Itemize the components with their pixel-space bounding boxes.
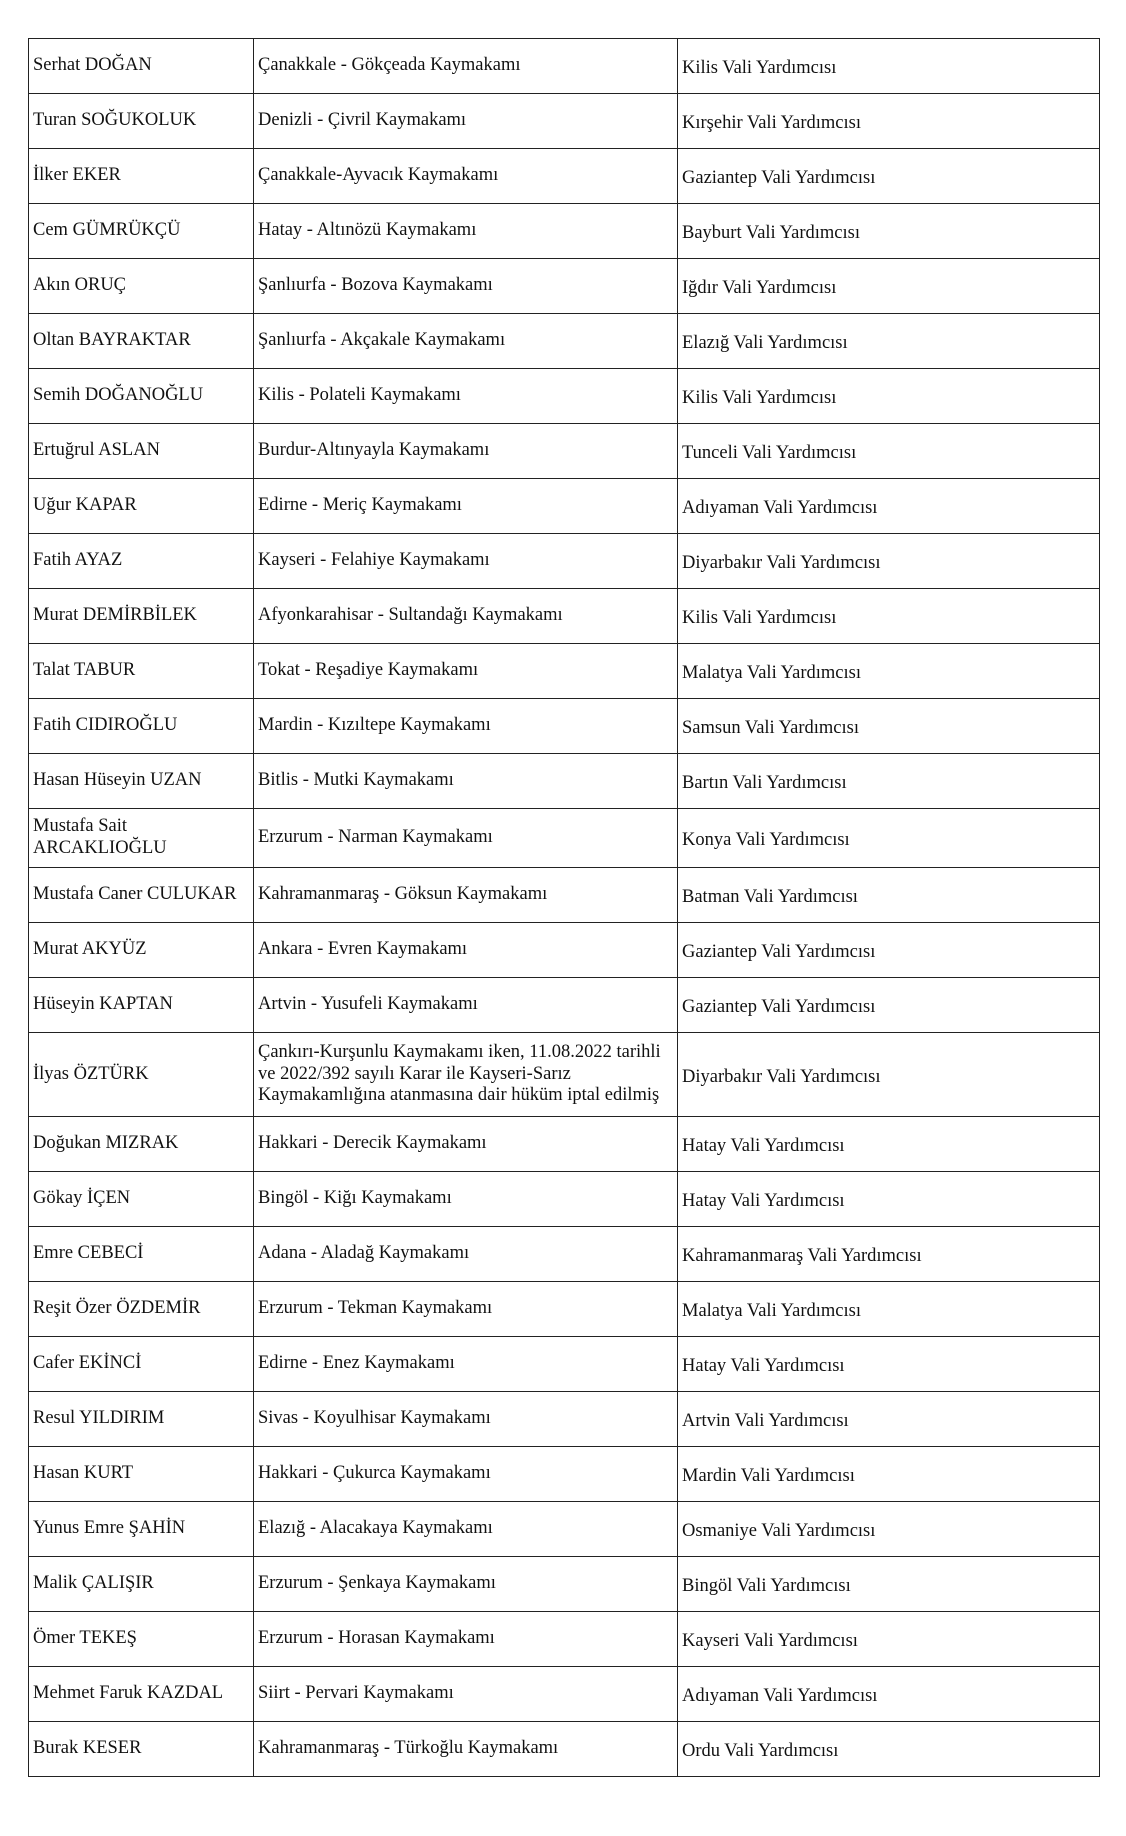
name-cell: Fatih CIDIROĞLU <box>29 699 254 754</box>
current-post-cell: Erzurum - Horasan Kaymakamı <box>254 1612 678 1667</box>
name-cell: Resul YILDIRIM <box>29 1392 254 1447</box>
current-post-cell: Artvin - Yusufeli Kaymakamı <box>254 978 678 1033</box>
name-cell: Hüseyin KAPTAN <box>29 978 254 1033</box>
appointments-table-body <box>29 39 1100 1777</box>
table-row <box>29 1117 1100 1172</box>
table-row <box>29 644 1100 699</box>
appointed-post-cell: Gaziantep Vali Yardımcısı <box>678 149 1100 204</box>
table-row <box>29 314 1100 369</box>
appointed-post-cell: Adıyaman Vali Yardımcısı <box>678 1667 1100 1722</box>
appointed-post-cell: Konya Vali Yardımcısı <box>678 809 1100 868</box>
appointed-post-cell: Kayseri Vali Yardımcısı <box>678 1612 1100 1667</box>
table-row <box>29 1282 1100 1337</box>
table-row <box>29 809 1100 868</box>
table-row <box>29 149 1100 204</box>
name-cell: Semih DOĞANOĞLU <box>29 369 254 424</box>
current-post-cell: Bingöl - Kiğı Kaymakamı <box>254 1172 678 1227</box>
current-post-cell: Erzurum - Şenkaya Kaymakamı <box>254 1557 678 1612</box>
table-row <box>29 1227 1100 1282</box>
current-post-cell: Hakkari - Çukurca Kaymakamı <box>254 1447 678 1502</box>
current-post-cell: Elazığ - Alacakaya Kaymakamı <box>254 1502 678 1557</box>
appointed-post-cell: Hatay Vali Yardımcısı <box>678 1117 1100 1172</box>
name-cell: Mehmet Faruk KAZDAL <box>29 1667 254 1722</box>
table-row <box>29 39 1100 94</box>
table-row <box>29 259 1100 314</box>
appointed-post-cell: Batman Vali Yardımcısı <box>678 868 1100 923</box>
current-post-cell: Şanlıurfa - Akçakale Kaymakamı <box>254 314 678 369</box>
name-cell: Talat TABUR <box>29 644 254 699</box>
name-cell: Burak KESER <box>29 1722 254 1777</box>
current-post-cell: Ankara - Evren Kaymakamı <box>254 923 678 978</box>
table-row <box>29 699 1100 754</box>
name-cell: Cafer EKİNCİ <box>29 1337 254 1392</box>
current-post-cell: Adana - Aladağ Kaymakamı <box>254 1227 678 1282</box>
table-row <box>29 754 1100 809</box>
appointed-post-cell: Gaziantep Vali Yardımcısı <box>678 923 1100 978</box>
name-cell: Hasan KURT <box>29 1447 254 1502</box>
table-row <box>29 1612 1100 1667</box>
name-cell: İlker EKER <box>29 149 254 204</box>
current-post-cell: Hakkari - Derecik Kaymakamı <box>254 1117 678 1172</box>
table-row <box>29 1172 1100 1227</box>
current-post-cell: Edirne - Meriç Kaymakamı <box>254 479 678 534</box>
name-cell: Emre CEBECİ <box>29 1227 254 1282</box>
appointed-post-cell: Osmaniye Vali Yardımcısı <box>678 1502 1100 1557</box>
appointed-post-cell: Kırşehir Vali Yardımcısı <box>678 94 1100 149</box>
current-post-cell: Hatay - Altınözü Kaymakamı <box>254 204 678 259</box>
appointments-table <box>28 38 1100 1777</box>
current-post-cell: Kilis - Polateli Kaymakamı <box>254 369 678 424</box>
name-cell: Ertuğrul ASLAN <box>29 424 254 479</box>
appointed-post-cell: Ordu Vali Yardımcısı <box>678 1722 1100 1777</box>
table-row <box>29 479 1100 534</box>
name-cell: Ömer TEKEŞ <box>29 1612 254 1667</box>
current-post-cell: Edirne - Enez Kaymakamı <box>254 1337 678 1392</box>
current-post-cell: Burdur-Altınyayla Kaymakamı <box>254 424 678 479</box>
name-cell: Fatih AYAZ <box>29 534 254 589</box>
appointed-post-cell: Kilis Vali Yardımcısı <box>678 39 1100 94</box>
name-cell: Mustafa Sait ARCAKLIOĞLU <box>29 809 254 868</box>
appointed-post-cell: Artvin Vali Yardımcısı <box>678 1392 1100 1447</box>
current-post-cell: Kahramanmaraş - Göksun Kaymakamı <box>254 868 678 923</box>
current-post-cell: Kayseri - Felahiye Kaymakamı <box>254 534 678 589</box>
appointed-post-cell: Adıyaman Vali Yardımcısı <box>678 479 1100 534</box>
table-row <box>29 923 1100 978</box>
name-cell: Mustafa Caner CULUKAR <box>29 868 254 923</box>
name-cell: Doğukan MIZRAK <box>29 1117 254 1172</box>
appointed-post-cell: Malatya Vali Yardımcısı <box>678 1282 1100 1337</box>
name-cell: Murat DEMİRBİLEK <box>29 589 254 644</box>
table-row <box>29 1392 1100 1447</box>
name-cell: Yunus Emre ŞAHİN <box>29 1502 254 1557</box>
current-post-cell: Erzurum - Tekman Kaymakamı <box>254 1282 678 1337</box>
name-cell: Murat AKYÜZ <box>29 923 254 978</box>
name-cell: İlyas ÖZTÜRK <box>29 1033 254 1117</box>
appointed-post-cell: Diyarbakır Vali Yardımcısı <box>678 534 1100 589</box>
current-post-cell: Siirt - Pervari Kaymakamı <box>254 1667 678 1722</box>
table-row <box>29 1337 1100 1392</box>
appointed-post-cell: Hatay Vali Yardımcısı <box>678 1172 1100 1227</box>
current-post-cell: Sivas - Koyulhisar Kaymakamı <box>254 1392 678 1447</box>
table-row <box>29 1502 1100 1557</box>
table-row <box>29 94 1100 149</box>
current-post-cell: Afyonkarahisar - Sultandağı Kaymakamı <box>254 589 678 644</box>
appointed-post-cell: Tunceli Vali Yardımcısı <box>678 424 1100 479</box>
current-post-cell: Şanlıurfa - Bozova Kaymakamı <box>254 259 678 314</box>
name-cell: Turan SOĞUKOLUK <box>29 94 254 149</box>
current-post-cell: Bitlis - Mutki Kaymakamı <box>254 754 678 809</box>
appointed-post-cell: Samsun Vali Yardımcısı <box>678 699 1100 754</box>
appointed-post-cell: Kilis Vali Yardımcısı <box>678 589 1100 644</box>
name-cell: Akın ORUÇ <box>29 259 254 314</box>
table-row <box>29 1667 1100 1722</box>
current-post-cell: Mardin - Kızıltepe Kaymakamı <box>254 699 678 754</box>
name-cell: Gökay İÇEN <box>29 1172 254 1227</box>
name-cell: Uğur KAPAR <box>29 479 254 534</box>
appointed-post-cell: Iğdır Vali Yardımcısı <box>678 259 1100 314</box>
current-post-cell: Çanakkale - Gökçeada Kaymakamı <box>254 39 678 94</box>
table-row <box>29 978 1100 1033</box>
current-post-cell: Tokat - Reşadiye Kaymakamı <box>254 644 678 699</box>
table-row <box>29 204 1100 259</box>
appointed-post-cell: Malatya Vali Yardımcısı <box>678 644 1100 699</box>
table-row <box>29 1557 1100 1612</box>
name-cell: Oltan BAYRAKTAR <box>29 314 254 369</box>
appointed-post-cell: Kahramanmaraş Vali Yardımcısı <box>678 1227 1100 1282</box>
appointed-post-cell: Diyarbakır Vali Yardımcısı <box>678 1033 1100 1117</box>
appointed-post-cell: Hatay Vali Yardımcısı <box>678 1337 1100 1392</box>
current-post-cell: Çankırı-Kurşunlu Kaymakamı iken, 11.08.2022 tarihli ve 2022/392 sayılı Karar ile Kayseri-Sarız Kaymakamlığına atanmasına dair hüküm iptal edilmiş <box>254 1033 678 1117</box>
current-post-cell: Çanakkale-Ayvacık Kaymakamı <box>254 149 678 204</box>
table-row <box>29 868 1100 923</box>
current-post-cell: Kahramanmaraş - Türkoğlu Kaymakamı <box>254 1722 678 1777</box>
name-cell: Malik ÇALIŞIR <box>29 1557 254 1612</box>
appointed-post-cell: Bingöl Vali Yardımcısı <box>678 1557 1100 1612</box>
table-row <box>29 424 1100 479</box>
table-row <box>29 1722 1100 1777</box>
name-cell: Reşit Özer ÖZDEMİR <box>29 1282 254 1337</box>
appointed-post-cell: Bayburt Vali Yardımcısı <box>678 204 1100 259</box>
table-row <box>29 589 1100 644</box>
table-row <box>29 369 1100 424</box>
current-post-cell: Denizli - Çivril Kaymakamı <box>254 94 678 149</box>
appointed-post-cell: Mardin Vali Yardımcısı <box>678 1447 1100 1502</box>
name-cell: Hasan Hüseyin UZAN <box>29 754 254 809</box>
table-row <box>29 1033 1100 1117</box>
appointed-post-cell: Gaziantep Vali Yardımcısı <box>678 978 1100 1033</box>
appointed-post-cell: Elazığ Vali Yardımcısı <box>678 314 1100 369</box>
table-row <box>29 534 1100 589</box>
current-post-cell: Erzurum - Narman Kaymakamı <box>254 809 678 868</box>
appointed-post-cell: Kilis Vali Yardımcısı <box>678 369 1100 424</box>
appointed-post-cell: Bartın Vali Yardımcısı <box>678 754 1100 809</box>
table-row <box>29 1447 1100 1502</box>
name-cell: Cem GÜMRÜKÇÜ <box>29 204 254 259</box>
name-cell: Serhat DOĞAN <box>29 39 254 94</box>
